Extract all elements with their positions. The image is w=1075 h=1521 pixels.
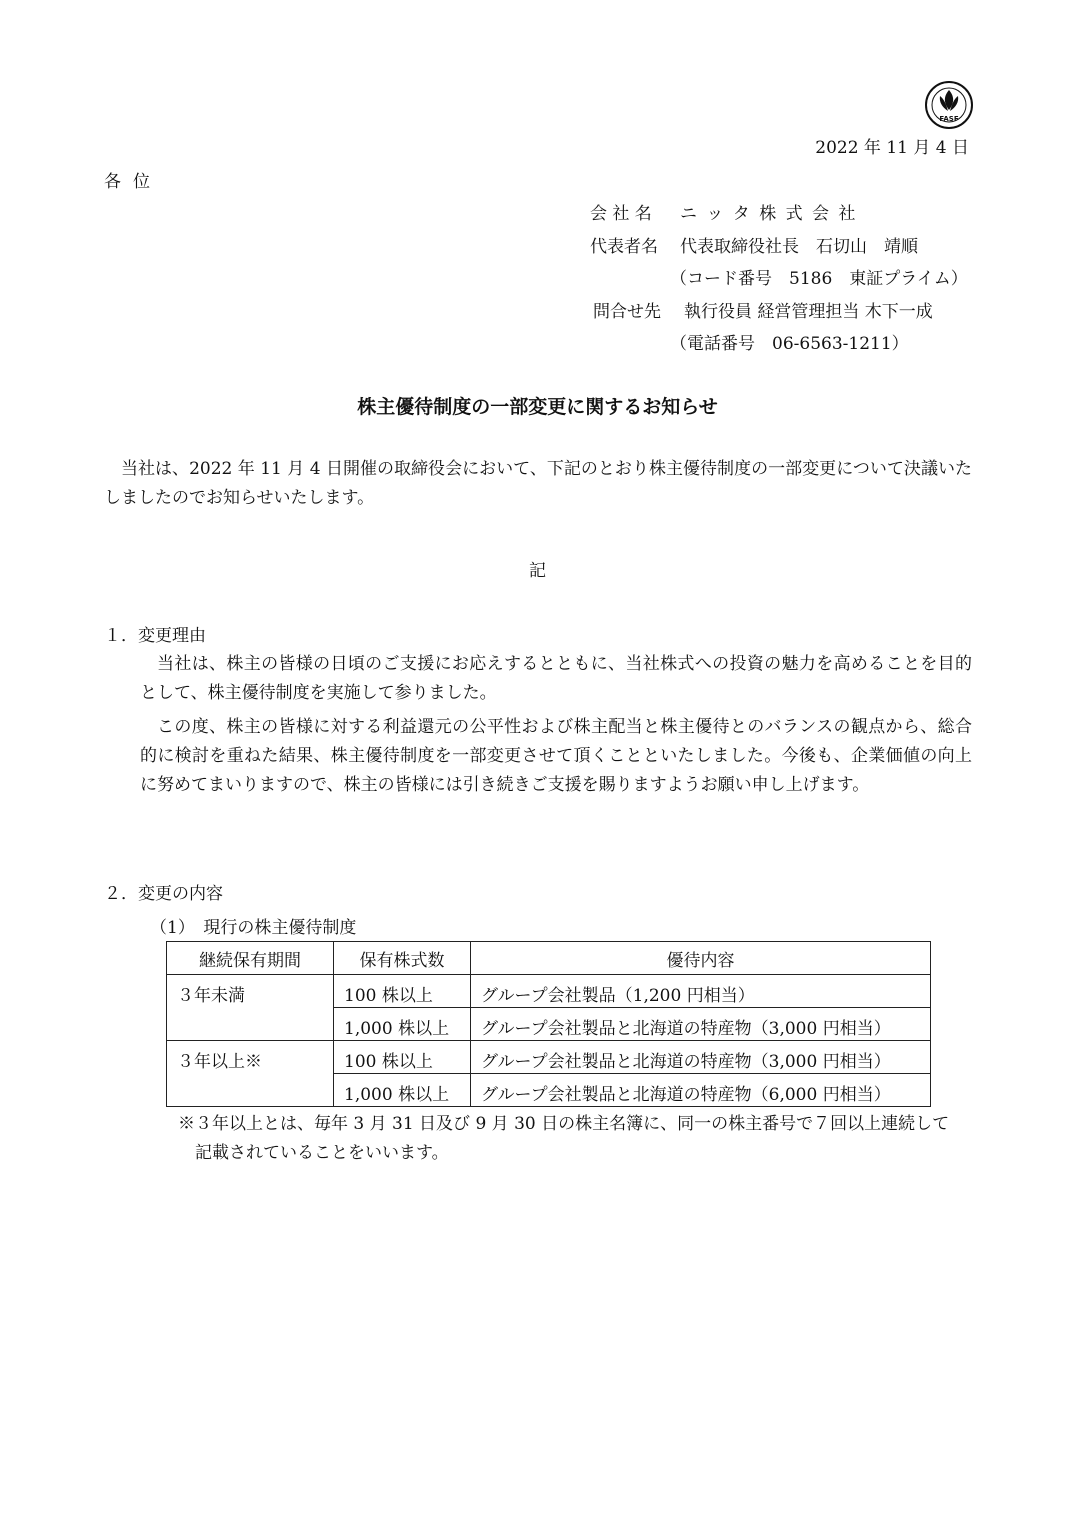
benefits-table xyxy=(166,941,931,1107)
company-label: 会 社 名 xyxy=(590,204,652,224)
company-name: ニ ッ タ 株 式 会 社 xyxy=(680,204,858,224)
issue-date: 2022 年 11 月 4 日 xyxy=(815,138,969,158)
contact-person: 執行役員 経営管理担当 木下一成 xyxy=(684,302,933,322)
benefit-cell: グループ会社製品と北海道の特産物（6,000 円相当） xyxy=(471,1074,931,1107)
section1-heading: １．変更理由 xyxy=(104,626,206,646)
shares-cell: 1,000 株以上 xyxy=(334,1008,471,1041)
section2-heading: ２．変更の内容 xyxy=(104,884,223,904)
svg-text:FASF: FASF xyxy=(939,115,959,123)
column-header-shares: 保有株式数 xyxy=(334,942,471,975)
period-cell: ３年以上※ xyxy=(167,1041,334,1107)
column-header-benefit: 優待内容 xyxy=(471,942,931,975)
table-row xyxy=(167,1041,931,1074)
addressee: 各位 xyxy=(104,172,162,192)
stock-code: （コード番号 5186 東証プライム） xyxy=(670,269,968,289)
notice-title: 株主優待制度の一部変更に関するお知らせ xyxy=(357,396,718,418)
shares-cell: 100 株以上 xyxy=(334,975,471,1008)
table-footnote: ※３年以上とは、毎年 3 月 31 日及び 9 月 30 日の株主名簿に、同一の株主番号で７回以上連続して記載されていることをいいます。 xyxy=(178,1114,950,1163)
current-program-subheading: （1） 現行の株主優待制度 xyxy=(150,918,357,938)
benefit-cell: グループ会社製品と北海道の特産物（3,000 円相当） xyxy=(471,1008,931,1041)
table-row xyxy=(167,975,931,1008)
representative-label: 代表者名 xyxy=(590,237,658,257)
column-header-period: 継続保有期間 xyxy=(167,942,334,975)
intro-paragraph: 当社は、2022 年 11 月 4 日開催の取締役会において、下記のとおり株主優待制度の一部変更について決議いたしましたのでお知らせいたします。 xyxy=(104,459,972,508)
fasf-logo-icon xyxy=(924,80,974,130)
ki-marker: 記 xyxy=(529,561,546,581)
section1-paragraph2: この度、株主の皆様に対する利益還元の公平性および株主配当と株主優待とのバランスの観点から、総合的に検討を重ねた結果、株主優待制度を一部変更させて頂くことといたしました。今後も、企業価値の向上に努めてまいりますので、株主の皆様には引き続きご支援を賜りますようお願い申し上げます。 xyxy=(140,717,972,795)
contact-label: 問合せ先 xyxy=(593,302,661,322)
representative-name: 代表取締役社長 石切山 靖順 xyxy=(680,237,918,257)
benefit-cell: グループ会社製品と北海道の特産物（3,000 円相当） xyxy=(471,1041,931,1074)
section1-paragraph1: 当社は、株主の皆様の日頃のご支援にお応えするとともに、当社株式への投資の魅力を高めることを目的として、株主優待制度を実施して参りました。 xyxy=(140,654,972,703)
phone-number: （電話番号 06-6563-1211） xyxy=(670,334,909,354)
period-cell: ３年未満 xyxy=(167,975,334,1041)
shares-cell: 100 株以上 xyxy=(334,1041,471,1074)
benefit-cell: グループ会社製品（1,200 円相当） xyxy=(471,975,931,1008)
shares-cell: 1,000 株以上 xyxy=(334,1074,471,1107)
table-header-row xyxy=(167,942,931,975)
